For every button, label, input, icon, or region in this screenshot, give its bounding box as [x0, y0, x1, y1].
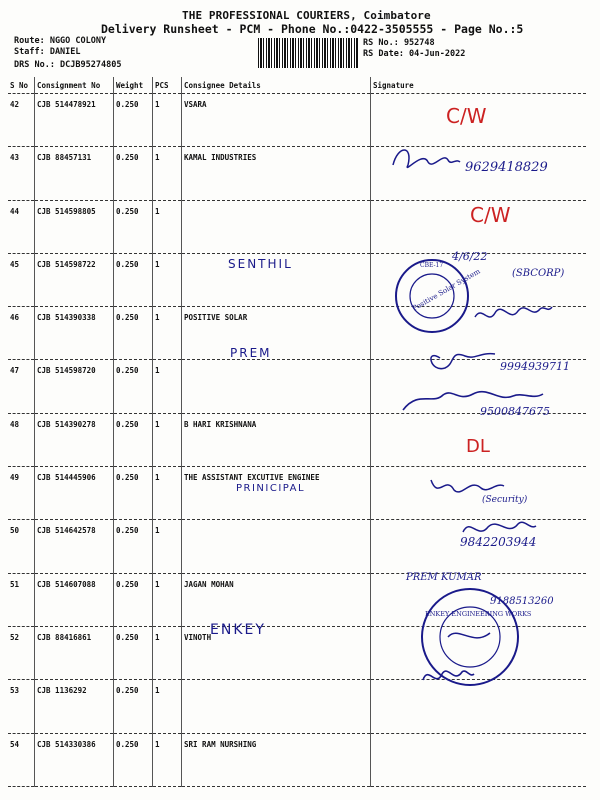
- handwritten-phone-52: 9188513260: [490, 596, 554, 607]
- handwritten-prem: PREM: [230, 346, 272, 360]
- col-signature: Signature: [371, 77, 587, 94]
- cell-weight: 0.250: [114, 733, 153, 786]
- cell-weight: 0.250: [114, 626, 153, 679]
- cell-sno: 50: [8, 520, 35, 573]
- cell-consignment: CJB 1136292: [35, 680, 114, 733]
- cell-weight: 0.250: [114, 520, 153, 573]
- table-header-row: [8, 77, 586, 94]
- signature-54: [418, 660, 478, 690]
- cell-pcs: 1: [153, 680, 182, 733]
- cell-weight: 0.250: [114, 680, 153, 733]
- cell-pcs: 1: [153, 733, 182, 786]
- drs-number: DRS No.: DCJB95274805: [14, 60, 122, 70]
- col-weight: Weight: [114, 77, 153, 94]
- handwritten-phone-47: 9994939711: [500, 360, 570, 373]
- col-consignee: Consignee Details: [182, 77, 371, 94]
- cell-consignment: CJB 514390278: [35, 413, 114, 466]
- cell-consignee: [182, 520, 371, 573]
- cell-sno: 51: [8, 573, 35, 626]
- cell-consignment: CJB 514390338: [35, 307, 114, 360]
- col-sno: S No: [8, 77, 35, 94]
- cell-sno: 42: [8, 94, 35, 147]
- cell-pcs: 1: [153, 200, 182, 253]
- runsheet-subtitle: Delivery Runsheet - PCM - Phone No.:0422-3505555 - Page No.:5: [101, 22, 524, 36]
- cell-sno: 49: [8, 467, 35, 520]
- rs-date: RS Date: 04-Jun-2022: [363, 49, 466, 59]
- cell-consignment: CJB 514478921: [35, 94, 114, 147]
- handwritten-senthil: SENTHIL: [228, 257, 293, 271]
- cell-sno: 54: [8, 733, 35, 786]
- handwritten-sbcorp: (SBCORP): [512, 268, 565, 279]
- handwritten-date-45: 4/6/22: [452, 250, 488, 263]
- cell-weight: 0.250: [114, 360, 153, 413]
- company-title: THE PROFESSIONAL COURIERS, Coimbatore: [182, 9, 431, 22]
- handwritten-cw-42: C/W: [446, 104, 487, 128]
- route-label: Route: NGGO COLONY: [14, 36, 107, 46]
- cell-sno: 44: [8, 200, 35, 253]
- cell-sno: 47: [8, 360, 35, 413]
- table-row: [8, 94, 586, 147]
- cell-consignment: CJB 514445906: [35, 467, 114, 520]
- cell-sno: 48: [8, 413, 35, 466]
- cell-consignee: VINOTH: [182, 626, 371, 679]
- cell-weight: 0.250: [114, 147, 153, 200]
- cell-weight: 0.250: [114, 467, 153, 520]
- cell-pcs: 1: [153, 307, 182, 360]
- stamp-text-positive-solar: Positive Solar System: [411, 267, 482, 313]
- cell-sno: 52: [8, 626, 35, 679]
- handwritten-cw-44: C/W: [470, 203, 511, 227]
- cell-consignee: [182, 200, 371, 253]
- cell-sno: 43: [8, 147, 35, 200]
- handwritten-security: (Security): [482, 495, 528, 505]
- cell-consignee: SRI RAM NURSHING: [182, 733, 371, 786]
- cell-pcs: 1: [153, 147, 182, 200]
- staff-label: Staff: DANIEL: [14, 47, 81, 57]
- cell-sno: 53: [8, 680, 35, 733]
- handwritten-phone-48: 9500847675: [480, 405, 550, 418]
- cell-pcs: 1: [153, 360, 182, 413]
- handwritten-phone-43: 9629418829: [465, 160, 548, 175]
- cell-pcs: 1: [153, 520, 182, 573]
- cell-pcs: 1: [153, 413, 182, 466]
- cell-consignee: B HARI KRISHNANA: [182, 413, 371, 466]
- cell-weight: 0.250: [114, 253, 153, 306]
- barcode: [258, 38, 358, 68]
- col-consignment: Consignment No: [35, 77, 114, 94]
- cell-weight: 0.250: [114, 307, 153, 360]
- signature-47: [420, 338, 500, 378]
- cell-consignment: CJB 514330386: [35, 733, 114, 786]
- table-row: [8, 733, 586, 786]
- handwritten-enkey: ENKEY: [210, 622, 266, 638]
- col-pcs: PCS: [153, 77, 182, 94]
- cell-pcs: 1: [153, 253, 182, 306]
- cell-weight: 0.250: [114, 200, 153, 253]
- cell-weight: 0.250: [114, 573, 153, 626]
- cell-weight: 0.250: [114, 94, 153, 147]
- signature-43: [388, 140, 463, 180]
- cell-consignee: KAMAL INDUSTRIES: [182, 147, 371, 200]
- cell-consignment: CJB 88457131: [35, 147, 114, 200]
- cell-consignment: CJB 514598720: [35, 360, 114, 413]
- cell-weight: 0.250: [114, 413, 153, 466]
- cell-consignee: JAGAN MOHAN: [182, 573, 371, 626]
- handwritten-principal: PRINICIPAL: [236, 483, 306, 494]
- stamp-text-enkey: ENKEY ENGINEERING WORKS: [425, 610, 532, 618]
- cell-consignment: CJB 514642578: [35, 520, 114, 573]
- cell-pcs: 1: [153, 94, 182, 147]
- cell-consignment: CJB 514598722: [35, 253, 114, 306]
- cell-sno: 46: [8, 307, 35, 360]
- signature-46: [470, 295, 555, 330]
- cell-consignment: CJB 514607088: [35, 573, 114, 626]
- cell-pcs: 1: [153, 467, 182, 520]
- cell-pcs: 1: [153, 626, 182, 679]
- cell-consignee: THE ASSISTANT EXCUTIVE ENGINEE: [182, 467, 371, 520]
- handwritten-phone-51: 9842203944: [460, 535, 537, 549]
- cell-pcs: 1: [153, 573, 182, 626]
- handwritten-dl: DL: [466, 436, 490, 457]
- rs-number: RS No.: 952748: [363, 38, 435, 48]
- handwritten-prem-kumar: PREM KUMAR: [406, 572, 482, 583]
- table-row: [8, 413, 586, 466]
- cell-signature: [371, 733, 587, 786]
- cell-consignee: POSITIVE SOLAR: [182, 307, 371, 360]
- cell-consignment: CJB 88416861: [35, 626, 114, 679]
- cell-consignee: VSARA: [182, 94, 371, 147]
- cell-consignee: [182, 680, 371, 733]
- cell-consignment: CJB 514598805: [35, 200, 114, 253]
- cell-sno: 45: [8, 253, 35, 306]
- stamp-text-positive-city: CBE-17: [420, 262, 444, 269]
- cell-consignee: [182, 360, 371, 413]
